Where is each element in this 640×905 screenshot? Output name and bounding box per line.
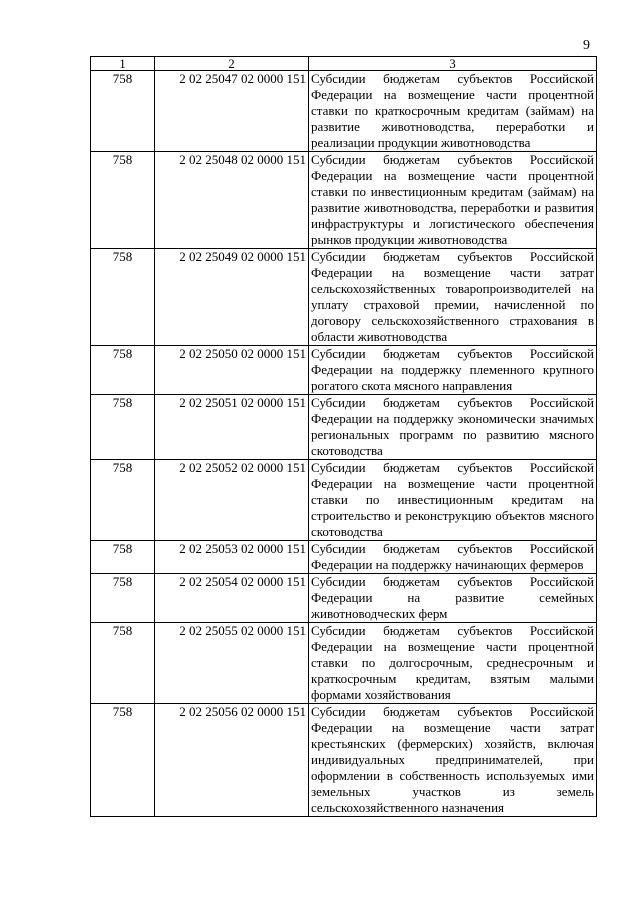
admin-code-cell: 758 — [91, 346, 155, 395]
budget-code-cell: 2 02 25049 02 0000 151 — [155, 249, 309, 346]
description-cell: Субсидии бюджетам субъектов Российской Федерации на поддержку начинающих фермеров — [309, 541, 597, 574]
description-cell: Субсидии бюджетам субъектов Российской Федерации на поддержку экономически значимых региональных программ по развитию мясного скотоводства — [309, 395, 597, 460]
budget-codes-table — [90, 56, 597, 817]
admin-code-cell: 758 — [91, 395, 155, 460]
column-header: 3 — [309, 57, 597, 71]
budget-code-cell: 2 02 25050 02 0000 151 — [155, 346, 309, 395]
budget-code-cell: 2 02 25056 02 0000 151 — [155, 704, 309, 817]
budget-code-cell: 2 02 25047 02 0000 151 — [155, 71, 309, 152]
budget-code-cell: 2 02 25055 02 0000 151 — [155, 623, 309, 704]
admin-code-cell: 758 — [91, 574, 155, 623]
table-row — [91, 704, 597, 817]
description-cell: Субсидии бюджетам субъектов Российской Федерации на возмещение части процентной ставки по краткосрочным кредитам (займам) на развитие животноводства, переработки и реализации продукции животноводства — [309, 71, 597, 152]
admin-code-cell: 758 — [91, 541, 155, 574]
table-row — [91, 152, 597, 249]
budget-code-cell: 2 02 25051 02 0000 151 — [155, 395, 309, 460]
admin-code-cell: 758 — [91, 623, 155, 704]
table-row — [91, 460, 597, 541]
page-number: 9 — [583, 38, 590, 53]
admin-code-cell: 758 — [91, 152, 155, 249]
admin-code-cell: 758 — [91, 249, 155, 346]
budget-code-cell: 2 02 25053 02 0000 151 — [155, 541, 309, 574]
table-header-row — [91, 57, 597, 71]
description-cell: Субсидии бюджетам субъектов Российской Федерации на возмещение части процентной ставки по долгосрочным, среднесрочным и краткосрочным кредитам, взятым малыми формами хозяйствования — [309, 623, 597, 704]
description-cell: Субсидии бюджетам субъектов Российской Федерации на возмещение части затрат сельскохозяйственных товаропроизводителей на уплату страховой премии, начисленной по договору сельскохозяйственного страхования в области животноводства — [309, 249, 597, 346]
admin-code-cell: 758 — [91, 460, 155, 541]
table-row — [91, 249, 597, 346]
description-cell: Субсидии бюджетам субъектов Российской Федерации на развитие семейных животноводческих ферм — [309, 574, 597, 623]
description-cell: Субсидии бюджетам субъектов Российской Федерации на возмещение части процентной ставки по инвестиционным кредитам на строительство и реконструкцию объектов мясного скотоводства — [309, 460, 597, 541]
budget-code-cell: 2 02 25054 02 0000 151 — [155, 574, 309, 623]
budget-code-cell: 2 02 25048 02 0000 151 — [155, 152, 309, 249]
column-header: 2 — [155, 57, 309, 71]
table-row — [91, 541, 597, 574]
table-row — [91, 346, 597, 395]
description-cell: Субсидии бюджетам субъектов Российской Федерации на возмещение части затрат крестьянских (фермерских) хозяйств, включая индивидуальных предпринимателей, при оформлении в собственность используемых ими земельных участков из земель сельскохозяйственного назначения — [309, 704, 597, 817]
table-row — [91, 395, 597, 460]
column-header: 1 — [91, 57, 155, 71]
table-row — [91, 574, 597, 623]
admin-code-cell: 758 — [91, 704, 155, 817]
budget-code-cell: 2 02 25052 02 0000 151 — [155, 460, 309, 541]
description-cell: Субсидии бюджетам субъектов Российской Федерации на возмещение части процентной ставки по инвестиционным кредитам (займам) на развитие животноводства, переработки и развития инфраструктуры и логистического обеспечения рынков продукции животноводства — [309, 152, 597, 249]
table-row — [91, 71, 597, 152]
description-cell: Субсидии бюджетам субъектов Российской Федерации на поддержку племенного крупного рогатого скота мясного направления — [309, 346, 597, 395]
table-row — [91, 623, 597, 704]
admin-code-cell: 758 — [91, 71, 155, 152]
